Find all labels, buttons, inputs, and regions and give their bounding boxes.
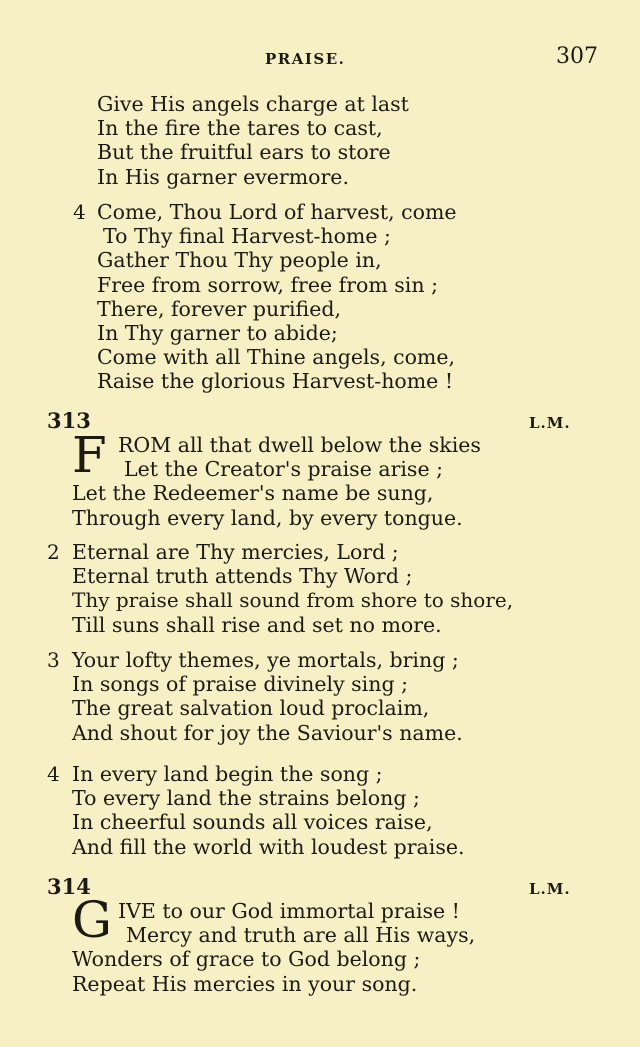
verse-line: In every land begin the song ; [72,762,383,786]
stanza-number: 4 [47,762,60,786]
verse-line: And fill the world with loudest praise. [72,834,465,859]
verse-line: Repeat His mercies in your song. [72,971,418,996]
verse-line: The great salvation loud proclaim, [72,696,430,721]
stanza-number: 3 [47,648,60,672]
verse-line: Let the Redeemer's name be sung, [72,481,434,506]
hymn-313-stanza-1 [72,433,481,530]
running-title: PRAISE. [265,50,346,68]
drop-cap: G [72,891,112,949]
stanza-number: 2 [47,540,60,564]
verse-line: ROM all that dwell below the skies [118,433,481,457]
verse-line: In cheerful sounds all voices raise, [72,810,433,835]
verse-line: Eternal truth attends Thy Word ; [72,564,413,589]
page-header [0,44,640,74]
verse-line: Through every land, by every tongue. [72,505,463,530]
stanza-number: 4 [73,200,86,224]
verse-line: To every land the strains belong ; [72,786,420,811]
hymn-313-stanza-3 [72,648,463,745]
verse-line: There, forever purified, [97,296,341,321]
page-number: 307 [556,44,598,69]
continuation-stanza [97,92,409,189]
verse-line: Come, Thou Lord of harvest, come [97,200,457,224]
verse-line: In His garner evermore. [97,164,349,189]
hymn-number: 313 [47,408,91,433]
verse-line: Till suns shall rise and set no more. [72,612,442,637]
verse-line: Eternal are Thy mercies, Lord ; [72,540,399,564]
verse-line: Raise the glorious Harvest-home ! [97,369,454,394]
hymn-meter: L.M. [529,880,571,898]
verse-line: Thy praise shall sound from shore to shore, [72,588,514,613]
verse-line: Let the Creator's praise arise ; [124,457,444,482]
verse-line: But the fruitful ears to store [97,140,391,165]
hymn-313-stanza-2 [72,540,513,637]
verse-line: Mercy and truth are all His ways, [126,923,476,948]
verse-line: Come with all Thine angels, come, [97,345,456,370]
hymn-meter: L.M. [529,414,571,432]
verse-line: In the fire the tares to cast, [97,116,383,141]
verse-line: In songs of praise divinely sing ; [72,672,408,697]
verse-line: Gather Thou Thy people in, [97,248,382,273]
verse-line: IVE to our God immortal praise ! [118,899,460,923]
verse-line: In Thy garner to abide; [97,321,338,346]
continuation-stanza-4 [97,200,457,394]
verse-line: Give His angels charge at last [97,92,409,116]
hymn-number: 314 [47,874,91,899]
verse-line: Your lofty themes, ye mortals, bring ; [72,648,459,672]
verse-line: And shout for joy the Saviour's name. [72,720,463,745]
hymn-314-stanza-1 [72,899,475,996]
verse-line: Free from sorrow, free from sin ; [97,272,438,297]
verse-line: To Thy final Harvest-home ; [103,224,391,249]
hymn-313-stanza-4 [72,762,464,859]
drop-cap: F [72,426,107,484]
verse-line: Wonders of grace to God belong ; [72,947,421,972]
